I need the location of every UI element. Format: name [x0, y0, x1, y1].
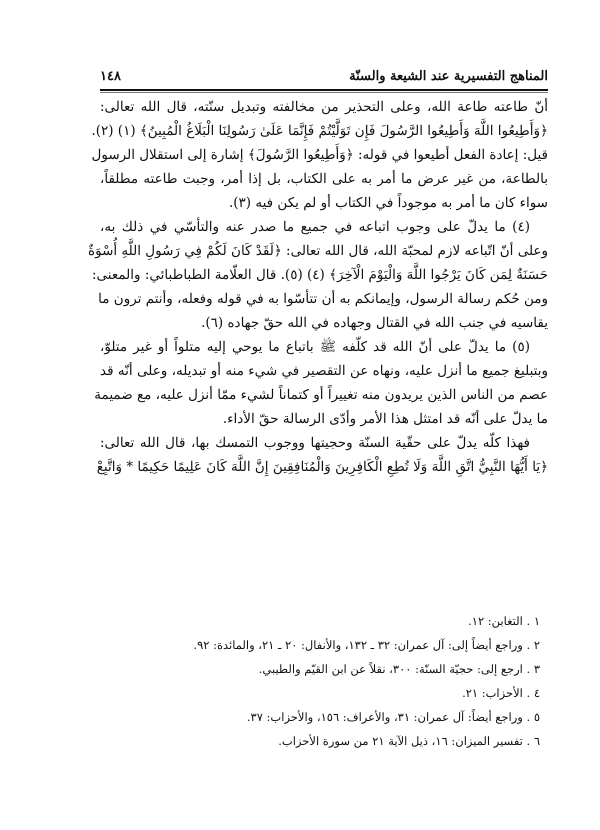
text-line: بالطاعة، من غير عرض ما أمر به على الكتاب، بل إذا أمر، وجبت طاعته مطلقاً، — [100, 171, 548, 187]
text-line: (٥) ما يدلّ على أنّ الله قد كلّفه ﷺ باتباع ما يوحي إليه متلواً أو غير متلوّ، — [100, 339, 530, 355]
footnote: ١ . التغابن: ١٢. — [468, 614, 540, 628]
footnote: ٣ . ارجع إلى: حجيّة السنّة: ٣٠٠، نقلاً عن ابن القيّم والطيبي. — [258, 662, 540, 676]
running-header — [100, 64, 548, 88]
text-line: ﴿وَأَطِيعُوا اللَّهَ وَأَطِيعُوا الرَّسُولَ فَإِن تَوَلَّيْتُمْ فَإِنَّمَا عَلَىٰ رَسُولِنَا الْبَلَاغُ الْمُبِينُ﴾ (١) (٢). — [91, 123, 548, 139]
text-line: ﴿يَا أَيُّهَا النَّبِيُّ اتَّقِ اللَّهَ وَلَا تُطِعِ الْكَافِرِينَ وَالْمُنَافِقِينَ إِنَّ اللَّهَ كَانَ عَلِيمًا حَكِيمًا * وَاتَّبِعْ — [96, 459, 548, 475]
text-line: عصم من الناس الذين يريدون منه تغييراً أو كتماناً لشيء ممّا أنزل عليه، مع ضميمة — [94, 387, 548, 403]
header-rule-thin — [100, 92, 548, 93]
text-line: سواء كان ما أمر به موجوداً في الكتاب أو لم يكن فيه (٣). — [228, 195, 548, 211]
text-line: قيل: إعادة الفعل أطيعوا في قوله: ﴿وَأَطِيعُوا الرَّسُولَ﴾ إشارة إلى استقلال الرسول — [91, 147, 548, 163]
text-line: أنّ طاعته طاعة الله، وعلى التحذير من مخالفته وتبديل سنّته، قال الله تعالى: — [100, 99, 548, 115]
footnote: ٦ . تفسير الميزان: ١٦، ذيل الآية ٢١ من سورة الأحزاب. — [278, 734, 540, 748]
footnotes — [193, 609, 540, 753]
header-rule — [100, 89, 548, 91]
main-text — [88, 95, 548, 479]
text-line: ومن حُكم رسالة الرسول، وإيمانكم به أن تتأسّوا به في قوله وفعله، وأنتم ترون ما — [98, 291, 548, 307]
text-line: (٤) ما يدلّ على وجوب اتباعه في جميع ما صدر عنه والتأسّي في ذلك به، — [100, 219, 530, 235]
page-number: ١٤٨ — [100, 68, 121, 84]
running-title: المناهج التفسيرية عند الشيعة والسنّة — [349, 68, 548, 84]
text-line: وعلى أنّ اتّباعه لازم لمحبّة الله، قال الله تعالى: ﴿لَقَدْ كَانَ لَكُمْ فِي رَسُولِ اللَّهِ أُسْوَةٌ — [88, 243, 548, 259]
text-line: يقاسيه في جنب الله في القتال وجهاده في الله حقّ جهاده (٦). — [201, 315, 548, 331]
footnote: ٢ . وراجع أيضاً إلى: آل عمران: ٣٢ ـ ١٣٢، والأنفال: ٢٠ ـ ٢١، والمائدة: ٩٢. — [193, 638, 540, 652]
footnote: ٥ . وراجع أيضاً: آل عمران: ٣١، والأعراف: ١٥٦، والأحزاب: ٣٧. — [246, 710, 540, 724]
text-line: فهذا كلّه يدلّ على حقّية السنّة وحجيتها ووجوب التمسك بها، قال الله تعالى: — [100, 435, 530, 451]
text-line: وبتبليغ جميع ما أنزل عليه، ونهاه عن التقصير في شيء منه أو تبديله، وعلى أنّه قد — [100, 363, 548, 379]
text-line: حَسَنَةٌ لِمَن كَانَ يَرْجُوا اللَّهَ وَالْيَوْمَ الْآخِرَ﴾ (٤) (٥). قال العلّامة الطباطبائي: والمعنى: — [91, 267, 548, 283]
text-line: ما يدلّ على أنّه قد امتثل هذا الأمر وأدّى الرسالة حقّ الأداء. — [222, 411, 548, 427]
footnote: ٤ . الأحزاب: ٢١. — [462, 686, 540, 700]
